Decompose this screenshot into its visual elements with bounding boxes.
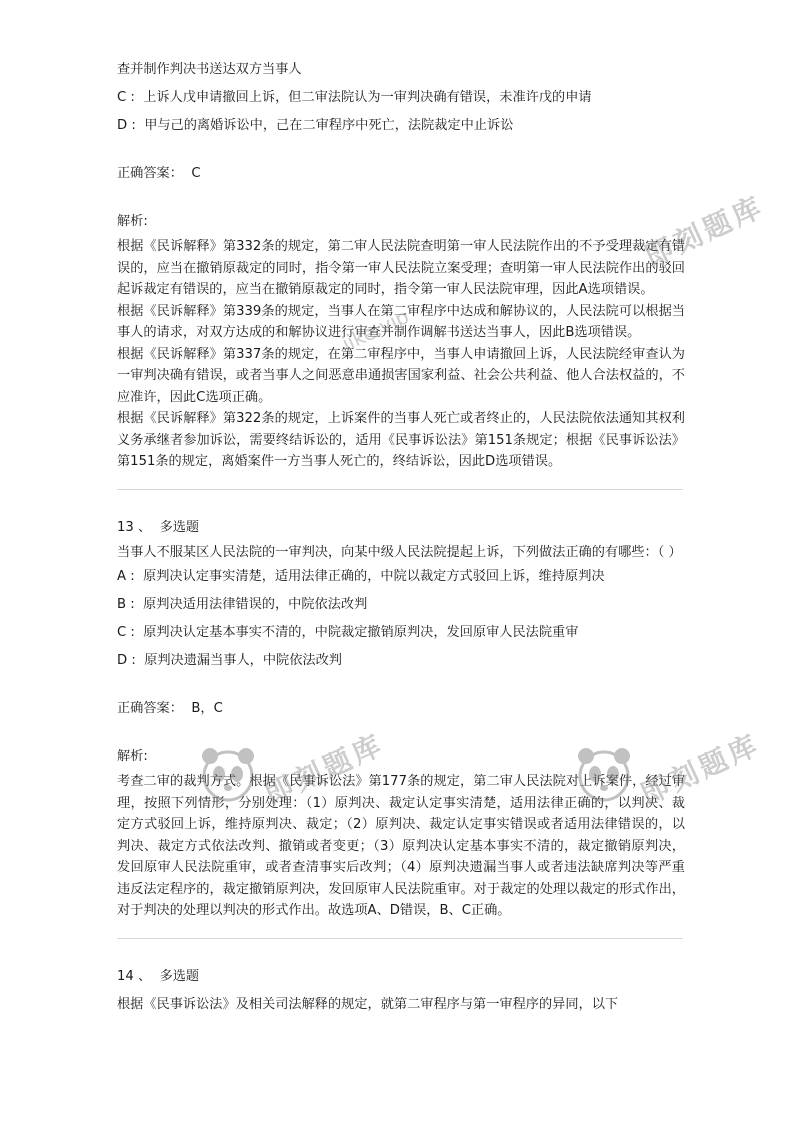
prev-option-d: D : 甲与己的离婚诉讼中，己在二审程序中死亡，法院裁定中止诉讼 xyxy=(117,118,514,133)
document-page xyxy=(117,56,685,1019)
prev-analysis-para-2: 根据《民诉解释》第339条的规定，当事人在第二审程序中达成和解协议的，人民法院可以根据当事人的请求，对双方达成的和解协议进行审查并制作调解书送达当事人，因此B选项错误。 xyxy=(117,303,685,340)
question-divider xyxy=(117,938,683,939)
question-divider xyxy=(117,489,683,490)
q13-option-b: B : 原判决适用法律错误的，中院依法改判 xyxy=(117,597,368,612)
watermark-brand: 即刻题库 xyxy=(635,727,766,812)
prev-analysis-para-3: 根据《民诉解释》第337条的规定，在第二审程序中，当事人申请撤回上诉，人民法院经审查认为一审判决确有错误，或者当事人之间恶意串通损害国家利益、社会公共利益、他人合法权益的，不应准许，因此C选项正确。 xyxy=(117,346,685,405)
q13-option-a: A : 原判决认定事实清楚，适用法律正确的，中院以裁定方式驳回上诉，维持原判决 xyxy=(117,569,605,584)
panda-logo-icon xyxy=(196,742,260,806)
watermark-url: jike.vip xyxy=(338,304,413,356)
prev-analysis-para-4: 根据《民诉解释》第322条的规定，上诉案件的当事人死亡或者终止的，人民法院依法通知其权利义务承继者参加诉讼，需要终结诉讼的，适用《民事诉讼法》第151条规定；根据《民事诉讼法》第151条的规定，离婚案件一方当事人死亡的，终结诉讼，因此D选项错误。 xyxy=(117,411,685,469)
prev-analysis-para-1: 根据《民诉解释》第332条的规定，第二审人民法院查明第一审人民法院作出的不予受理裁定有错误的，应当在撤销原裁定的同时，指令第一审人民法院立案受理；查明第一审人民法院作出的驳回起诉裁定有错误的，应当在撤销原裁定的同时，指令第一审人民法院审理，因此A选项错误。 xyxy=(117,239,685,297)
watermark-brand: 即刻题库 xyxy=(639,189,770,274)
prev-option-tail: 查并制作判决书送达双方当事人 xyxy=(117,62,302,77)
q13-option-c: C : 原判决认定基本事实不清的，中院裁定撤销原判决，发回原审人民法院重审 xyxy=(117,625,579,640)
prev-option-c: C : 上诉人戊申请撤回上诉，但二审法院认为一审判决确有错误，未准许戊的申请 xyxy=(117,90,592,105)
q13-stem: 当事人不服某区人民法院的一审判决，向某中级人民法院提起上诉，下列做法正确的有哪些：（ ） xyxy=(117,544,682,560)
q13-header: 13 、 多选题 xyxy=(117,519,200,535)
q13-analysis: 考查二审的裁判方式。根据《民事诉讼法》第177条的规定，第二审人民法院对上诉案件，经过审理，按照下列情形，分别处理：（1）原判决、裁定认定事实清楚，适用法律正确的，以判决、裁定方式驳回上诉，维持原判决、裁定；（2）原判决、裁定认定事实错误或者适用法律错误的，以判决、裁定方式依法改判、撤销或者变更；（3）原判决认定基本事实不清的，裁定撤销原判决，发回原审人民法院重审，或者查清事实后改判；（4）原判决遗漏当事人或者违法缺席判决等严重违反法定程序的，裁定撤销原判决，发回原审人民法院重审。对于裁定的处理以裁定的形式作出，对于判决的处理以判决的形式作出。故选项A、D错误，B、C正确。 xyxy=(117,774,685,918)
q14-header: 14 、 多选题 xyxy=(117,968,200,984)
panda-logo-icon xyxy=(572,742,636,806)
prev-analysis-label: 解析: xyxy=(117,214,148,229)
q13-option-d: D : 原判决遗漏当事人，中院依法改判 xyxy=(117,653,342,668)
q13-analysis-label: 解析: xyxy=(117,749,148,764)
watermark-brand: 即刻题库 xyxy=(259,727,390,812)
q14-stem: 根据《民事诉讼法》及相关司法解释的规定，就第二审程序与第一审程序的异同，以下 xyxy=(117,996,619,1012)
prev-answer: 正确答案： C xyxy=(117,166,201,181)
q13-answer: 正确答案： B，C xyxy=(117,701,223,716)
